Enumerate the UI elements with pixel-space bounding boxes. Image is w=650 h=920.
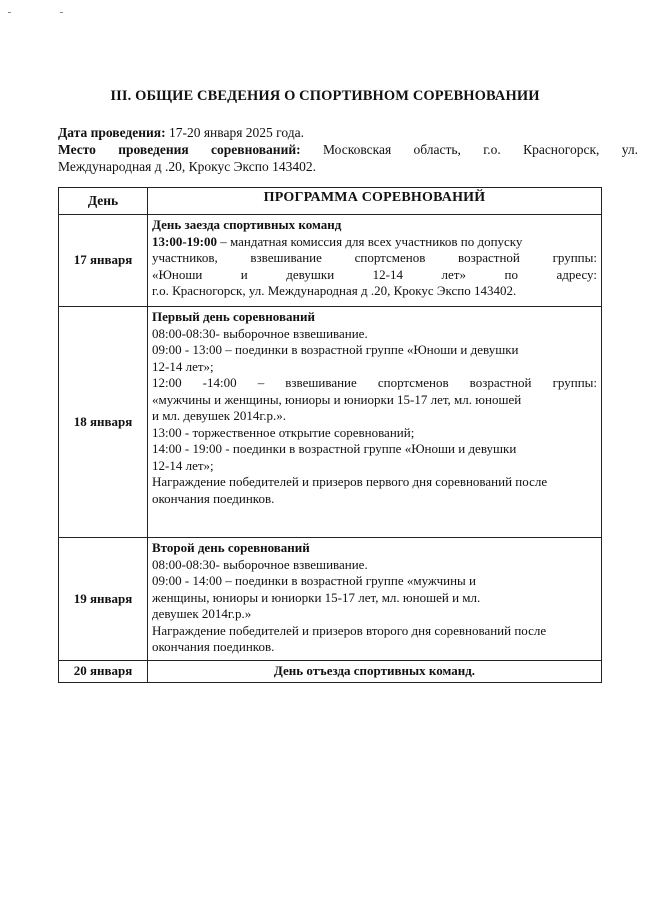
program-line [152, 234, 597, 251]
program-line: 13:00 - торжественное открытие соревнований; [152, 424, 415, 440]
program-line: Награждение победителей и призеров второго дня соревнований после [152, 622, 547, 638]
event-place-continued: Международная д .20, Крокус Экспо 143402. [58, 159, 316, 174]
event-date [58, 124, 638, 141]
row-program [148, 307, 602, 538]
program-line: и мл. девушек 2014г.р.». [152, 408, 286, 423]
program-line: женщины, юниоры и юниорки 15-17 лет, мл. юношей и мл. [152, 589, 481, 605]
row-program: День отъезда спортивных команд. [148, 661, 602, 683]
program-line: Награждение победителей и призеров первого дня соревнований после [152, 474, 548, 489]
program-line: 08:00-08:30- выборочное взвешивание. [152, 556, 368, 572]
program-line: 09:00 - 14:00 – поединки в возрастной группе «мужчины и [152, 573, 476, 588]
header-program: ПРОГРАММА СОРЕВНОВАНИЙ [148, 188, 602, 215]
table-row [59, 661, 602, 683]
row-day: 18 января [59, 307, 148, 538]
event-place [58, 141, 638, 158]
event-date-value: 17-20 января 2025 года. [165, 125, 304, 140]
program-line: 14:00 - 19:00 - поединки в возрастной группе «Юноши и девушки [152, 441, 517, 456]
program-line: девушек 2014г.р.» [152, 606, 252, 621]
row-day: 19 января [59, 538, 148, 661]
program-line: 08:00-08:30- выборочное взвешивание. [152, 325, 368, 341]
program-line: 12:00 -14:00 – взвешивание спортсменов возрастной группы: [152, 375, 597, 390]
event-date-label: Дата проведения: [58, 125, 166, 140]
table-row [59, 538, 602, 661]
program-line: «Юноши и девушки 12-14 лет» по адресу: [152, 266, 597, 282]
section-title: III. ОБЩИЕ СВЕДЕНИЯ О СПОРТИВНОМ СОРЕВНОВАНИИ [110, 88, 540, 104]
program-line: 09:00 - 13:00 – поединки в возрастной группе «Юноши и девушки [152, 342, 519, 357]
table-row [59, 215, 602, 307]
event-place-label: Место проведения соревнований: [58, 142, 301, 157]
time-bold: 13:00-19:00 [152, 233, 217, 249]
program-line: участников, взвешивание спортсменов возрастной группы: [152, 250, 597, 265]
program-line: «мужчины и женщины, юниоры и юниорки 15-17 лет, мл. юношей [152, 391, 522, 407]
event-place-value: Московская область, г.о. Красногорск, ул. [300, 142, 638, 157]
row-day: 17 января [59, 215, 148, 307]
row-title: Второй день соревнований [152, 540, 310, 555]
program-line: окончания поединков. [152, 490, 275, 506]
program-line: 12-14 лет»; [152, 457, 214, 473]
program-text: – мандатная комиссия для всех участников по допуску [217, 233, 523, 249]
program-line: 12-14 лет»; [152, 358, 214, 374]
program-table [58, 187, 602, 683]
scan-speck [60, 12, 63, 13]
row-title: День заезда спортивных команд [152, 217, 342, 232]
row-title: Первый день соревнований [152, 309, 315, 324]
table-header-row [59, 188, 602, 215]
row-program [148, 215, 602, 307]
program-line: окончания поединков. [152, 639, 275, 654]
header-day: День [59, 188, 148, 215]
program-line: г.о. Красногорск, ул. Международная д .20, Крокус Экспо 143402. [152, 283, 517, 298]
row-program [148, 538, 602, 661]
scan-speck [8, 12, 11, 13]
row-day: 20 января [59, 661, 148, 683]
table-row [59, 307, 602, 538]
